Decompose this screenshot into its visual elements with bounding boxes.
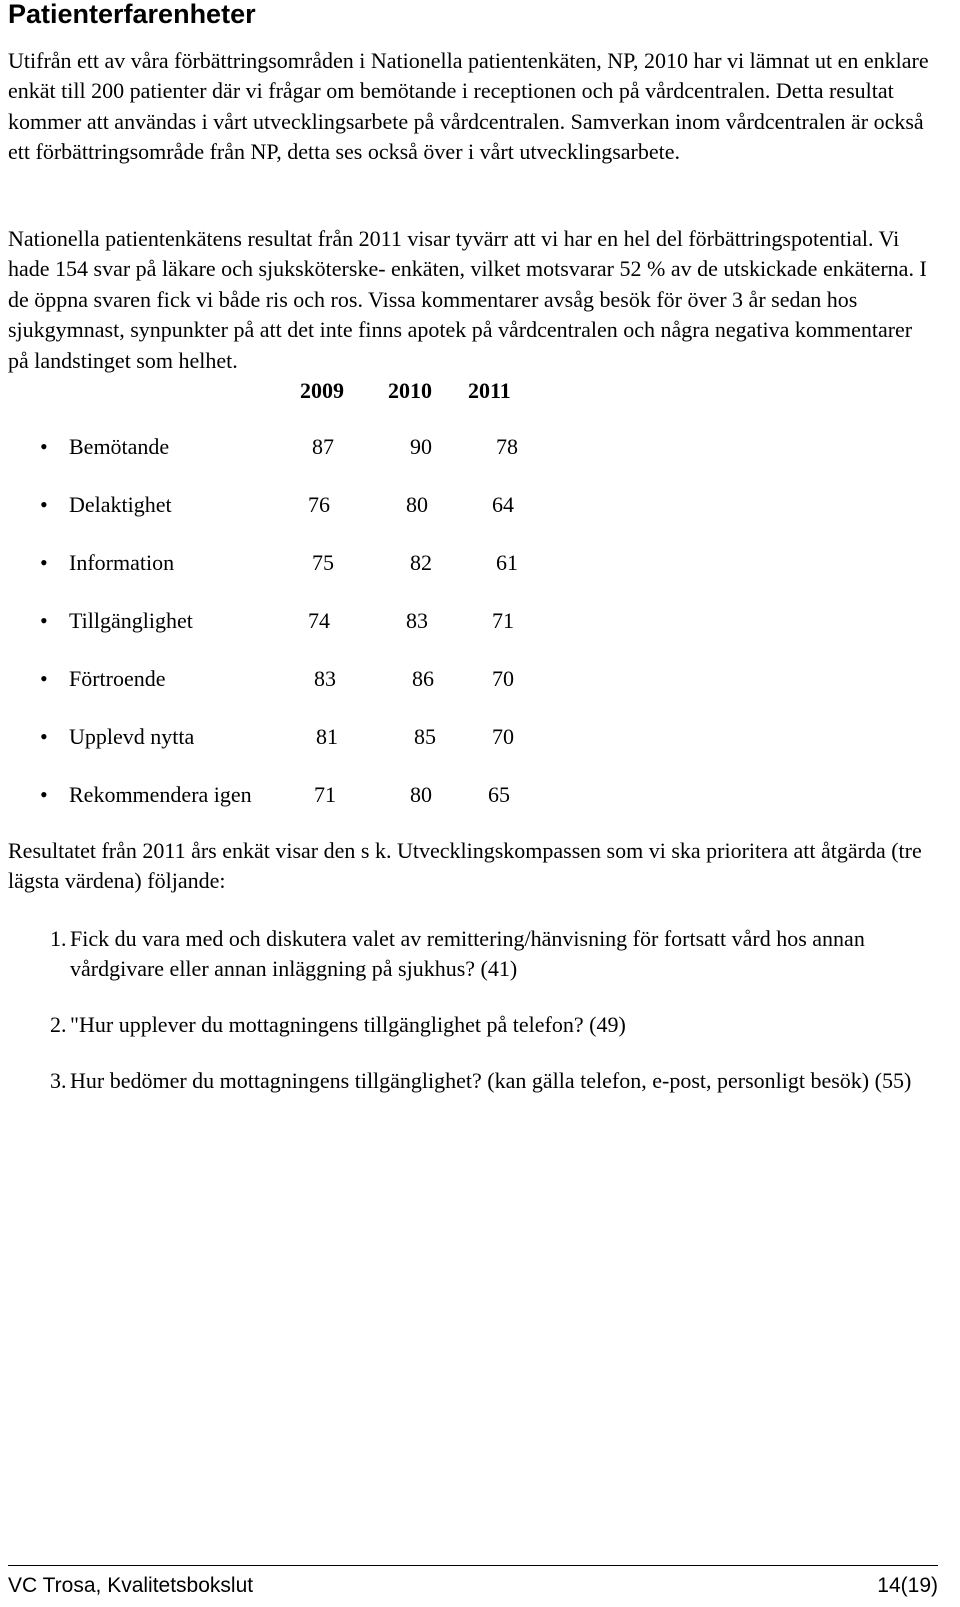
result-label: Delaktighet	[69, 492, 172, 517]
result-label: Tillgänglighet	[69, 608, 193, 633]
value-2009: 71	[314, 782, 336, 807]
bullet-icon: •	[40, 492, 48, 517]
compass-paragraph: Resultatet från 2011 års enkät visar den s k. Utvecklingskompassen som vi ska prioritera att åtgärda (tre lägsta värdena) följande:	[8, 838, 922, 894]
value-2011: 70	[492, 666, 514, 691]
priority-text: "Hur upplever du mottagningens tillgänglighet på telefon? (49)	[70, 1012, 626, 1037]
value-2010: 83	[406, 608, 428, 633]
value-2009: 81	[316, 724, 338, 749]
value-2011: 70	[492, 724, 514, 749]
value-2010: 80	[406, 492, 428, 517]
value-2010: 90	[410, 434, 432, 459]
result-row	[8, 722, 568, 752]
result-row	[8, 490, 568, 520]
survey-results-paragraph: Nationella patientenkätens resultat från 2011 visar tyvärr att vi har en hel del förbättringspotential. Vi hade 154 svar på läkare och sjuksköterske- enkäten, vilket motsvarar 52 % av de utskickade enkäterna. I de öppna svaren fick vi både ris och ros. Vissa kommentarer avsåg besök för över 3 år sedan hos sjukgymnast, synpunkter på att det inte finns apotek på vårdcentralen och några negativa kommentarer på landstinget som helhet.	[8, 226, 927, 373]
footer-divider	[8, 1565, 938, 1566]
bullet-icon: •	[40, 782, 48, 807]
value-2009: 76	[308, 492, 330, 517]
value-2010: 86	[412, 666, 434, 691]
value-2011: 65	[488, 782, 510, 807]
value-2009: 75	[312, 550, 334, 575]
year-2011-header: 2011	[468, 378, 511, 403]
result-row	[8, 664, 568, 694]
value-2011: 78	[496, 434, 518, 459]
priority-number: 2.	[50, 1012, 67, 1037]
bullet-icon: •	[40, 608, 48, 633]
value-2009: 83	[314, 666, 336, 691]
year-header	[300, 376, 540, 406]
result-label: Bemötande	[69, 434, 170, 459]
result-row	[8, 548, 568, 578]
bullet-icon: •	[40, 724, 48, 749]
result-label: Information	[69, 550, 175, 575]
document-page	[8, 0, 952, 1607]
bullet-icon: •	[40, 666, 48, 691]
result-label: Rekommendera igen	[69, 782, 252, 807]
value-2010: 80	[410, 782, 432, 807]
value-2010: 85	[414, 724, 436, 749]
year-2010-header: 2010	[388, 378, 432, 403]
value-2010: 82	[410, 550, 432, 575]
priority-number: 1.	[50, 926, 67, 951]
priority-number: 3.	[50, 1068, 67, 1093]
footer-page-number: 14(19)	[877, 1574, 938, 1597]
page-heading: Patienterfarenheter	[8, 0, 256, 29]
value-2009: 87	[312, 434, 334, 459]
priority-text: Hur bedömer du mottagningens tillgänglighet? (kan gälla telefon, e-post, personligt besök) (55)	[70, 1068, 912, 1093]
priority-text: Fick du vara med och diskutera valet av remittering/hänvisning för fortsatt vård hos annan vårdgivare eller annan inläggning på sjukhus? (41)	[70, 926, 865, 981]
year-2009-header: 2009	[300, 378, 344, 403]
bullet-icon: •	[40, 434, 48, 459]
value-2011: 61	[496, 550, 518, 575]
result-label: Upplevd nytta	[69, 724, 195, 749]
footer-document-title: VC Trosa, Kvalitetsbokslut	[8, 1574, 254, 1597]
intro-paragraph: Utifrån ett av våra förbättringsområden i Nationella patientenkäten, NP, 2010 har vi lämnat ut en enklare enkät till 200 patienter där vi frågar om bemötande i receptionen och på vårdcentralen. Detta resultat kommer att användas i vårt utvecklingsarbete på vårdcentralen. Samverkan inom vårdcentralen är också ett förbättringsområde från NP, detta ses också över i vårt utvecklingsarbete.	[8, 48, 929, 165]
result-row	[8, 780, 568, 810]
result-row	[8, 432, 568, 462]
result-row	[8, 606, 568, 636]
bullet-icon: •	[40, 550, 48, 575]
result-label: Förtroende	[69, 666, 166, 691]
value-2009: 74	[308, 608, 330, 633]
value-2011: 71	[492, 608, 514, 633]
value-2011: 64	[492, 492, 514, 517]
